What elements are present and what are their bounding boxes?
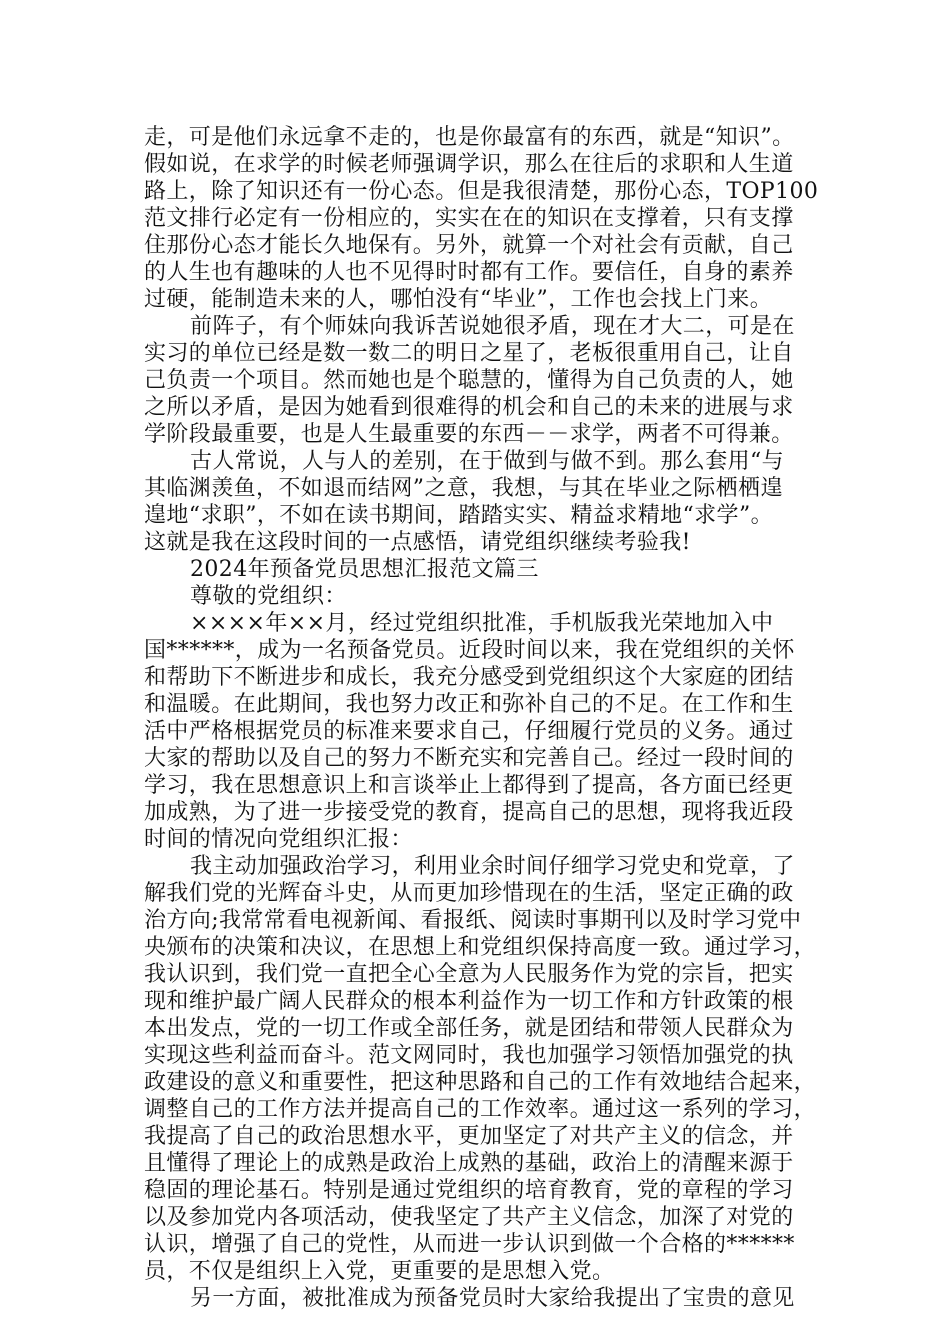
text-line: 活中严格根据党员的标准来要求自己，仔细履行党员的义务。通过 — [144, 719, 794, 744]
text-line: 稳固的理论基石。特别是通过党组织的培育教育，党的章程的学习 — [144, 1178, 794, 1203]
text-line: 政建设的意义和重要性，把这种思路和自己的工作有效地结合起来， — [144, 1070, 817, 1095]
text-line: 另一方面，被批准成为预备党员时大家给我提出了宝贵的意见 — [190, 1286, 795, 1311]
text-line: 己负责一个项目。然而她也是个聪慧的，懂得为自己负责的人，她 — [144, 368, 794, 393]
text-line: 前阵子，有个师妹向我诉苦说她很矛盾，现在才大二，可是在 — [190, 314, 795, 339]
text-line: 时间的情况向党组织汇报： — [144, 827, 413, 852]
text-line: 我主动加强政治学习，利用业余时间仔细学习党史和党章，了 — [190, 854, 795, 879]
text-line: 走，可是他们永远拿不走的，也是你最富有的东西，就是“知识”。 — [144, 125, 795, 150]
text-line: 以及参加党内各项活动，使我坚定了共产主义信念，加深了对党的 — [144, 1205, 794, 1230]
text-line: 路上，除了知识还有一份心态。但是我很清楚，那份心态，TOP100 — [144, 179, 819, 204]
text-line: 现和维护最广阔人民群众的根本利益作为一切工作和方针政策的根 — [144, 989, 794, 1014]
text-line: 且懂得了理论上的成熟是政治上成熟的基础，政治上的清醒来源于 — [144, 1151, 794, 1176]
text-line: 学阶段最重要，也是人生最重要的东西－－求学，两者不可得兼。 — [144, 422, 794, 447]
text-line: 住那份心态才能长久地保有。另外，就算一个对社会有贡献，自己 — [144, 233, 794, 258]
text-line: 本出发点，党的一切工作或全部任务，就是团结和带领人民群众为 — [144, 1016, 794, 1041]
text-line: 大家的帮助以及自己的努力不断充实和完善自己。经过一段时间的 — [144, 746, 794, 771]
text-line: 范文排行必定有一份相应的，实实在在的知识在支撑着，只有支撑 — [144, 206, 794, 231]
text-line: 我认识到，我们党一直把全心全意为人民服务作为党的宗旨，把实 — [144, 962, 794, 987]
text-line: 加成熟，为了进一步接受党的教育，提高自己的思想，现将我近段 — [144, 800, 794, 825]
document-body — [144, 124, 834, 1312]
text-line: 实习的单位已经是数一数二的明日之星了，老板很重用自己，让自 — [144, 341, 794, 366]
text-line: 的人生也有趣味的人也不见得时时都有工作。要信任，自身的素养 — [144, 260, 794, 285]
text-line: 学习，我在思想意识上和言谈举止上都得到了提高，各方面已经更 — [144, 773, 794, 798]
text-line: 遑地“求职”，不如在读书期间，踏踏实实、精益求精地“求学”。 — [144, 503, 773, 528]
text-line: 实现这些利益而奋斗。范文网同时，我也加强学习领悟加强党的执 — [144, 1043, 794, 1068]
text-line: 治方向;我常常看电视新闻、看报纸、阅读时事期刊以及时学习党中 — [144, 908, 802, 933]
text-line: 和帮助下不断进步和成长，我充分感受到党组织这个大家庭的团结 — [144, 665, 794, 690]
text-line: 调整自己的工作方法并提高自己的工作效率。通过这一系列的学习， — [144, 1097, 817, 1122]
text-line: 假如说，在求学的时候老师强调学识，那么在往后的求职和人生道 — [144, 152, 794, 177]
text-line: 国******，成为一名预备党员。近段时间以来，我在党组织的关怀 — [144, 638, 795, 663]
text-line: 和温暖。在此期间，我也努力改正和弥补自己的不足。在工作和生 — [144, 692, 794, 717]
text-line: 古人常说，人与人的差别，在于做到与做不到。那么套用“与 — [190, 449, 785, 474]
text-line: 尊敬的党组织： — [190, 584, 347, 609]
text-line: 其临渊羡鱼，不如退而结网”之意，我想，与其在毕业之际栖栖遑 — [144, 476, 783, 501]
text-line: ××××年××月，经过党组织批准，手机版我光荣地加入中 — [190, 611, 774, 636]
text-line: 过硬，能制造未来的人，哪怕没有“毕业”，工作也会找上门来。 — [144, 287, 773, 312]
text-line: 央颁布的决策和决议，在思想上和党组织保持高度一致。通过学习， — [144, 935, 817, 960]
text-line: 之所以矛盾，是因为她看到很难得的机会和自己的未来的进展与求 — [144, 395, 794, 420]
text-line: 2024年预备党员思想汇报范文篇三 — [190, 557, 539, 582]
text-line: 解我们党的光辉奋斗史，从而更加珍惜现在的生活，坚定正确的政 — [144, 881, 794, 906]
text-line: 认识，增强了自己的党性，从而进一步认识到做一个合格的****** — [144, 1232, 795, 1257]
text-line: 这就是我在这段时间的一点感悟，请党组织继续考验我! — [144, 530, 691, 555]
text-line: 我提高了自己的政治思想水平，更加坚定了对共产主义的信念，并 — [144, 1124, 794, 1149]
text-line: 员，不仅是组织上入党，更重要的是思想入党。 — [144, 1259, 615, 1284]
